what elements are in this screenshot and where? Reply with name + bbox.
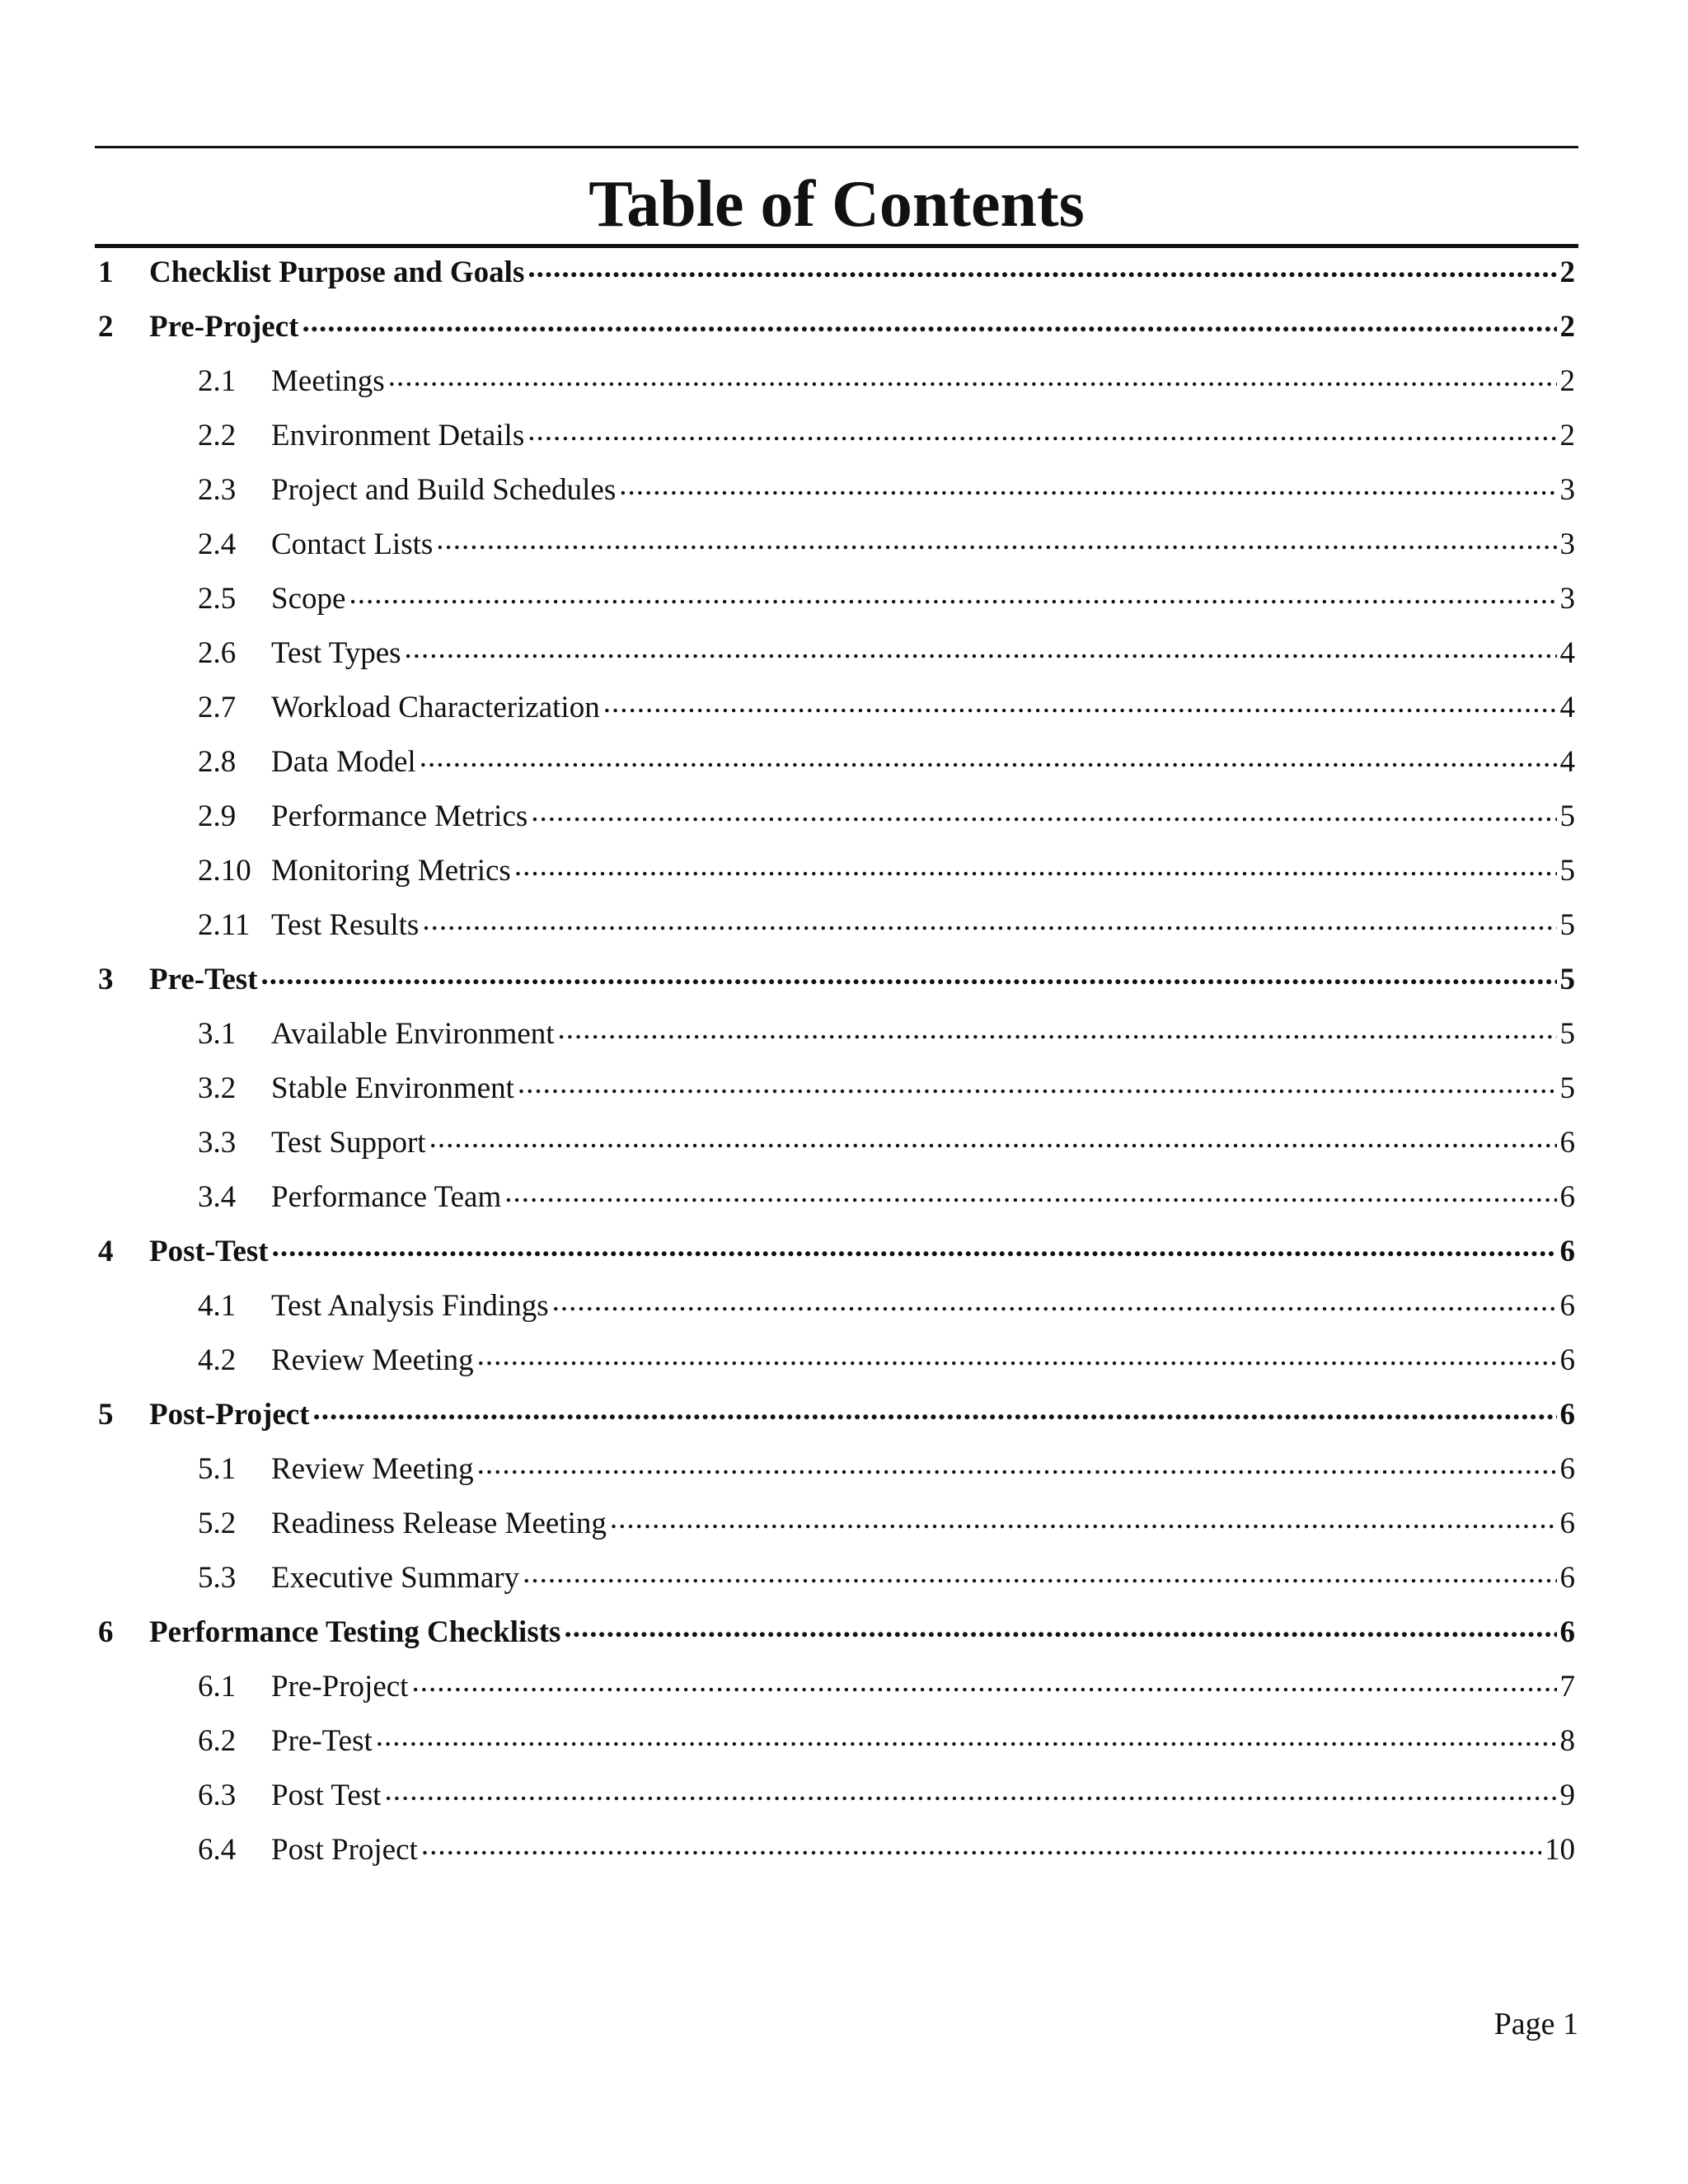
toc-entry-title[interactable]: Performance Team xyxy=(271,1179,502,1214)
dot-leader xyxy=(421,1833,1541,1866)
toc-entry-title[interactable]: Test Types xyxy=(271,635,401,670)
toc-entry-title[interactable]: Readiness Release Meeting xyxy=(271,1506,607,1540)
dot-leader xyxy=(420,745,1557,778)
toc-subsection-entry[interactable] xyxy=(95,1278,1578,1333)
dot-leader xyxy=(384,1779,1556,1811)
toc-subsection-entry[interactable] xyxy=(95,1822,1578,1877)
toc-subsection-entry[interactable] xyxy=(95,408,1578,462)
toc-entry-title[interactable]: Post Test xyxy=(271,1778,382,1812)
toc-entry-title[interactable]: Project and Build Schedules xyxy=(271,472,617,507)
toc-entry-page-number[interactable]: 5 xyxy=(1559,1016,1575,1051)
toc-entry-page-number[interactable]: 3 xyxy=(1559,527,1575,561)
toc-entry-page-number[interactable]: 3 xyxy=(1559,581,1575,616)
toc-entry-title[interactable]: Environment Details xyxy=(271,418,525,452)
toc-entry-page-number[interactable]: 4 xyxy=(1559,744,1575,779)
toc-entry-page-number[interactable]: 6 xyxy=(1559,1506,1575,1540)
toc-entry-title[interactable]: Pre-Test xyxy=(149,962,258,996)
toc-entry-page-number[interactable]: 5 xyxy=(1559,962,1575,996)
toc-subsection-entry[interactable] xyxy=(95,517,1578,571)
toc-subsection-entry[interactable] xyxy=(95,1550,1578,1605)
toc-entry-number: 4 xyxy=(98,1234,114,1268)
dot-leader xyxy=(558,1017,1557,1050)
toc-entry-page-number[interactable]: 6 xyxy=(1559,1397,1575,1432)
toc-entry-title[interactable]: Review Meeting xyxy=(271,1343,474,1377)
toc-subsection-entry[interactable] xyxy=(95,1006,1578,1061)
toc-entry-title[interactable]: Post-Project xyxy=(149,1397,310,1432)
toc-entry-number: 2.10 xyxy=(198,853,251,888)
dot-leader xyxy=(436,527,1556,560)
toc-entry-number: 6.1 xyxy=(198,1669,237,1704)
dot-leader xyxy=(552,1289,1557,1322)
toc-entry-title[interactable]: Pre-Project xyxy=(271,1669,409,1704)
toc-entry-number: 2.1 xyxy=(198,363,237,398)
toc-entry-number: 4.2 xyxy=(198,1343,237,1377)
toc-entry-page-number[interactable]: 6 xyxy=(1559,1343,1575,1377)
toc-entry-number: 3.4 xyxy=(198,1179,237,1214)
toc-entry-page-number[interactable]: 6 xyxy=(1559,1560,1575,1595)
toc-subsection-entry[interactable] xyxy=(95,571,1578,626)
toc-entry-title[interactable]: Performance Metrics xyxy=(271,799,528,833)
toc-entry-title[interactable]: Monitoring Metrics xyxy=(271,853,511,888)
toc-entry-title[interactable]: Workload Characterization xyxy=(271,690,600,724)
header-rule xyxy=(95,146,1578,148)
toc-entry-page-number[interactable]: 2 xyxy=(1559,418,1575,452)
toc-entry-number: 2.7 xyxy=(198,690,237,724)
toc-entry-number: 2.11 xyxy=(198,907,251,942)
toc-entry-number: 1 xyxy=(98,255,114,289)
table-of-contents xyxy=(95,245,1578,1877)
toc-entry-title[interactable]: Data Model xyxy=(271,744,416,779)
toc-entry-page-number[interactable]: 2 xyxy=(1559,363,1575,398)
toc-entry-page-number[interactable]: 7 xyxy=(1559,1669,1575,1704)
toc-entry-title[interactable]: Performance Testing Checklists xyxy=(149,1615,561,1649)
toc-entry-title[interactable]: Test Analysis Findings xyxy=(271,1288,549,1323)
dot-leader xyxy=(514,854,1557,887)
dot-leader xyxy=(477,1452,1557,1485)
toc-subsection-entry[interactable] xyxy=(95,1659,1578,1713)
dot-leader xyxy=(302,310,1556,343)
toc-entry-page-number[interactable]: 6 xyxy=(1559,1288,1575,1323)
toc-entry-number: 2.9 xyxy=(198,799,237,833)
toc-entry-number: 3.1 xyxy=(198,1016,237,1051)
toc-section-entry[interactable] xyxy=(95,299,1578,354)
dot-leader xyxy=(376,1724,1557,1757)
toc-entry-title[interactable]: Pre-Test xyxy=(271,1723,373,1758)
toc-entry-number: 3 xyxy=(98,962,114,996)
toc-entry-number: 6 xyxy=(98,1615,114,1649)
toc-section-entry[interactable] xyxy=(95,1605,1578,1659)
toc-subsection-entry[interactable] xyxy=(95,354,1578,408)
toc-entry-number: 2.4 xyxy=(198,527,237,561)
toc-entry-title[interactable]: Post-Test xyxy=(149,1234,269,1268)
toc-entry-number: 3.3 xyxy=(198,1125,237,1160)
toc-entry-page-number[interactable]: 6 xyxy=(1559,1125,1575,1160)
toc-section-entry[interactable] xyxy=(95,952,1578,1006)
dot-leader xyxy=(619,473,1556,506)
toc-entry-page-number[interactable]: 6 xyxy=(1559,1615,1575,1649)
toc-entry-title[interactable]: Test Support xyxy=(271,1125,426,1160)
page-title: Table of Contents xyxy=(588,168,1085,241)
toc-entry-number: 4.1 xyxy=(198,1288,237,1323)
toc-entry-number: 2.8 xyxy=(198,744,237,779)
dot-leader xyxy=(531,799,1556,832)
toc-subsection-entry[interactable] xyxy=(95,680,1578,734)
toc-subsection-entry[interactable] xyxy=(95,626,1578,680)
toc-entry-number: 5 xyxy=(98,1397,114,1432)
toc-subsection-entry[interactable] xyxy=(95,1768,1578,1822)
toc-entry-title[interactable]: Executive Summary xyxy=(271,1560,520,1595)
toc-section-entry[interactable] xyxy=(95,1387,1578,1441)
toc-entry-title[interactable]: Scope xyxy=(271,581,346,616)
dot-leader xyxy=(610,1507,1557,1540)
toc-section-entry[interactable] xyxy=(95,245,1578,299)
toc-subsection-entry[interactable] xyxy=(95,843,1578,898)
dot-leader xyxy=(518,1071,1557,1104)
toc-entry-page-number[interactable]: 2 xyxy=(1559,309,1575,344)
toc-entry-title[interactable]: Checklist Purpose and Goals xyxy=(149,255,525,289)
dot-leader xyxy=(477,1343,1557,1376)
toc-entry-number: 2.2 xyxy=(198,418,237,452)
dot-leader xyxy=(411,1670,1556,1703)
toc-entry-page-number[interactable]: 9 xyxy=(1559,1778,1575,1812)
toc-section-entry[interactable] xyxy=(95,1224,1578,1278)
toc-entry-page-number[interactable]: 6 xyxy=(1559,1451,1575,1486)
dot-leader xyxy=(422,908,1556,941)
dot-leader xyxy=(528,419,1556,452)
dot-leader xyxy=(349,582,1556,615)
dot-leader xyxy=(564,1615,1556,1648)
toc-entry-title[interactable]: Test Results xyxy=(271,907,420,942)
toc-entry-page-number[interactable]: 5 xyxy=(1559,1071,1575,1105)
toc-subsection-entry[interactable] xyxy=(95,734,1578,789)
toc-entry-title[interactable]: Contact Lists xyxy=(271,527,434,561)
dot-leader xyxy=(388,364,1557,397)
toc-entry-number: 5.3 xyxy=(198,1560,237,1595)
dot-leader xyxy=(504,1180,1556,1213)
toc-entry-page-number[interactable]: 8 xyxy=(1559,1723,1575,1758)
toc-entry-number: 6.4 xyxy=(198,1832,237,1867)
toc-entry-number: 5.1 xyxy=(198,1451,237,1486)
toc-subsection-entry[interactable] xyxy=(95,1061,1578,1115)
toc-entry-number: 2.5 xyxy=(198,581,237,616)
toc-entry-title[interactable]: Stable Environment xyxy=(271,1071,514,1105)
toc-entry-page-number[interactable]: 5 xyxy=(1559,907,1575,942)
toc-entry-title[interactable]: Review Meeting xyxy=(271,1451,474,1486)
toc-subsection-entry[interactable] xyxy=(95,1496,1578,1550)
dot-leader xyxy=(405,636,1557,669)
toc-entry-title[interactable]: Meetings xyxy=(271,363,385,398)
toc-entry-page-number[interactable]: 5 xyxy=(1559,853,1575,888)
toc-entry-number: 6.2 xyxy=(198,1723,237,1758)
toc-entry-page-number[interactable]: 6 xyxy=(1559,1179,1575,1214)
dot-leader xyxy=(313,1398,1557,1431)
toc-subsection-entry[interactable] xyxy=(95,1713,1578,1768)
toc-entry-number: 5.2 xyxy=(198,1506,237,1540)
toc-entry-number: 2 xyxy=(98,309,114,344)
toc-entry-title[interactable]: Pre-Project xyxy=(149,309,299,344)
toc-subsection-entry[interactable] xyxy=(95,1333,1578,1387)
toc-entry-number: 2.3 xyxy=(198,472,237,507)
toc-subsection-entry[interactable] xyxy=(95,898,1578,952)
toc-entry-page-number[interactable]: 6 xyxy=(1559,1234,1575,1268)
toc-entry-page-number[interactable]: 4 xyxy=(1559,635,1575,670)
toc-subsection-entry[interactable] xyxy=(95,1115,1578,1169)
toc-entry-page-number[interactable]: 5 xyxy=(1559,799,1575,833)
dot-leader xyxy=(429,1126,1557,1159)
toc-subsection-entry[interactable] xyxy=(95,789,1578,843)
toc-entry-page-number[interactable]: 10 xyxy=(1545,1832,1575,1867)
dot-leader xyxy=(528,255,1556,288)
toc-entry-number: 6.3 xyxy=(198,1778,237,1812)
toc-subsection-entry[interactable] xyxy=(95,1169,1578,1224)
toc-entry-number: 3.2 xyxy=(198,1071,237,1105)
page-number: Page 1 xyxy=(1493,2007,1578,2041)
dot-leader xyxy=(261,963,1557,996)
toc-subsection-entry[interactable] xyxy=(95,462,1578,517)
toc-entry-title[interactable]: Available Environment xyxy=(271,1016,555,1051)
toc-entry-title[interactable]: Post Project xyxy=(271,1832,418,1867)
toc-entry-page-number[interactable]: 4 xyxy=(1559,690,1575,724)
toc-entry-number: 2.6 xyxy=(198,635,237,670)
dot-leader xyxy=(272,1235,1557,1268)
toc-subsection-entry[interactable] xyxy=(95,1441,1578,1496)
dot-leader xyxy=(523,1561,1556,1594)
toc-entry-page-number[interactable]: 3 xyxy=(1559,472,1575,507)
toc-entry-page-number[interactable]: 2 xyxy=(1559,255,1575,289)
dot-leader xyxy=(603,691,1557,724)
